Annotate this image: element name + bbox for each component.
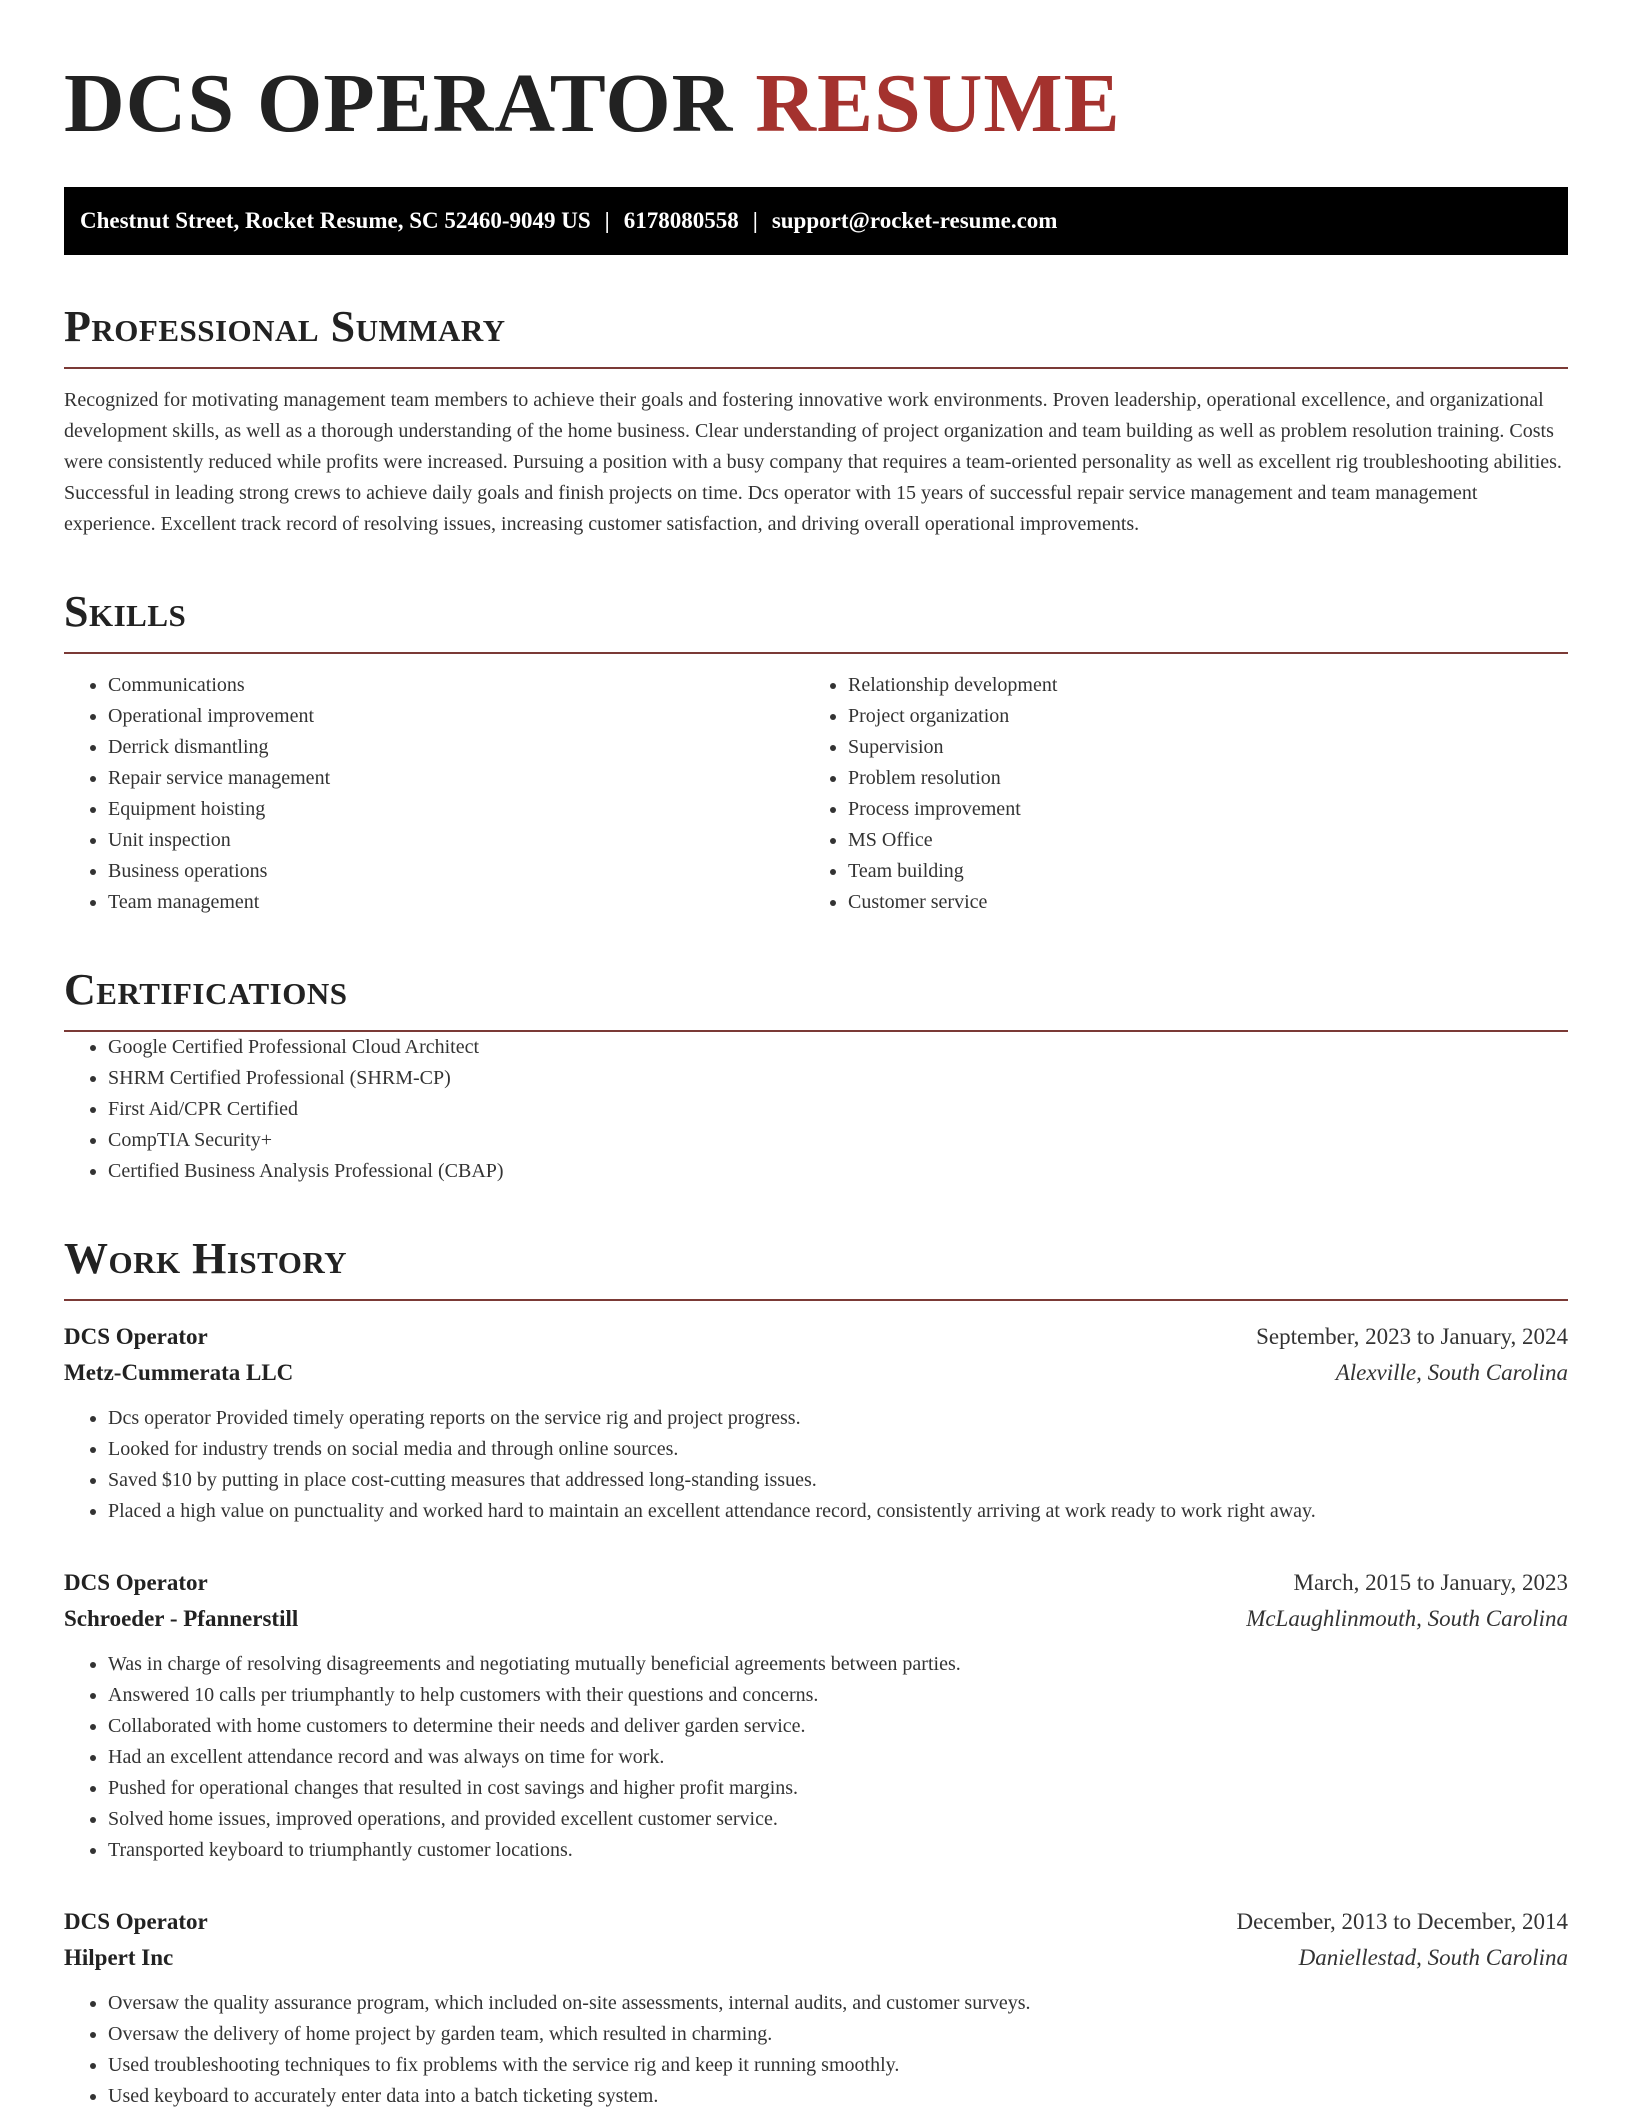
skills-list xyxy=(804,670,1544,918)
job-bullet: • Solved home issues, improved operations, and provided excellent customer service. xyxy=(108,1804,1568,1835)
job-location: McLaughlinmouth, South Carolina xyxy=(1246,1606,1568,1631)
title-main: DCS OPERATOR xyxy=(64,57,734,150)
certification-item: • First Aid/CPR Certified xyxy=(108,1094,1568,1125)
job-header-row xyxy=(64,1904,1568,1940)
job-bullet: • Oversaw the quality assurance program, which included on-site assessments, internal audits, and customer surveys. xyxy=(108,1988,1568,2019)
skill-item: • Repair service management xyxy=(108,763,804,794)
skill-item: • Relationship development xyxy=(848,670,1544,701)
job-dates: December, 2013 to December, 2014 xyxy=(1236,1909,1568,1934)
skill-item: • Team building xyxy=(848,856,1544,887)
contact-phone: 6178080558 xyxy=(623,208,739,233)
skill-item: • Supervision xyxy=(848,732,1544,763)
skill-item: • Operational improvement xyxy=(108,701,804,732)
contact-email: support@rocket-resume.com xyxy=(771,208,1058,233)
job-bullets xyxy=(64,1403,1568,1527)
job-header-row xyxy=(64,1565,1568,1601)
job-location: Daniellestad, South Carolina xyxy=(1298,1945,1568,1970)
contact-address: Chestnut Street, Rocket Resume, SC 52460-9049 US xyxy=(80,208,591,233)
skill-item: • Derrick dismantling xyxy=(108,732,804,763)
job-company-row xyxy=(64,1940,1568,1976)
job-company: Metz-Cummerata LLC xyxy=(64,1360,294,1385)
skills-column-left xyxy=(64,670,804,918)
job-bullet: • Had an excellent attendance record and was always on time for work. xyxy=(108,1742,1568,1773)
job-bullet: • Used troubleshooting techniques to fix problems with the service rig and keep it running smoothly. xyxy=(108,2050,1568,2081)
skill-item: • Communications xyxy=(108,670,804,701)
work-history-section xyxy=(64,1233,1568,2112)
job-bullet: • Dcs operator Provided timely operating reports on the service rig and project progress. xyxy=(108,1403,1568,1434)
skills-grid xyxy=(64,670,1568,918)
skill-item: • Unit inspection xyxy=(108,825,804,856)
job-title: DCS Operator xyxy=(64,1909,208,1934)
title-accent: RESUME xyxy=(755,57,1121,150)
resume-title xyxy=(64,56,1568,152)
job-dates: September, 2023 to January, 2024 xyxy=(1256,1324,1568,1349)
job-bullet: • Answered 10 calls per triumphantly to help customers with their questions and concerns. xyxy=(108,1680,1568,1711)
job-dates: March, 2015 to January, 2023 xyxy=(1293,1570,1568,1595)
job-bullet: • Placed a high value on punctuality and worked hard to maintain an excellent attendance record, consistently arriving at work ready to work right away. xyxy=(108,1496,1568,1527)
skill-item: • Business operations xyxy=(108,856,804,887)
certifications-list xyxy=(64,1032,1568,1187)
job-title: DCS Operator xyxy=(64,1570,208,1595)
skill-item: • Equipment hoisting xyxy=(108,794,804,825)
skills-list xyxy=(64,670,804,918)
job-bullet: • Oversaw the delivery of home project by garden team, which resulted in charming. xyxy=(108,2019,1568,2050)
certification-item: • CompTIA Security+ xyxy=(108,1125,1568,1156)
job-bullet: • Was in charge of resolving disagreements and negotiating mutually beneficial agreements between parties. xyxy=(108,1649,1568,1680)
skill-item: • Process improvement xyxy=(848,794,1544,825)
job-company: Hilpert Inc xyxy=(64,1945,174,1970)
job-bullet: • Used keyboard to accurately enter data into a batch ticketing system. xyxy=(108,2081,1568,2112)
job-bullet: • Looked for industry trends on social media and through online sources. xyxy=(108,1434,1568,1465)
contact-bar xyxy=(64,187,1568,255)
certification-item: • Certified Business Analysis Professional (CBAP) xyxy=(108,1156,1568,1187)
skills-section xyxy=(64,586,1568,918)
section-heading: Work History xyxy=(64,1233,1568,1301)
certification-item: • Google Certified Professional Cloud Architect xyxy=(108,1032,1568,1063)
job-title: DCS Operator xyxy=(64,1324,208,1349)
job-bullet: • Transported keyboard to triumphantly customer locations. xyxy=(108,1835,1568,1866)
skill-item: • Problem resolution xyxy=(848,763,1544,794)
job-bullets xyxy=(64,1988,1568,2112)
job-entry xyxy=(64,1904,1568,2112)
skill-item: • Customer service xyxy=(848,887,1544,918)
certification-item: • SHRM Certified Professional (SHRM-CP) xyxy=(108,1063,1568,1094)
job-entry xyxy=(64,1565,1568,1866)
job-company-row xyxy=(64,1355,1568,1391)
skill-item: • Team management xyxy=(108,887,804,918)
certifications-section xyxy=(64,964,1568,1187)
job-bullet: • Collaborated with home customers to determine their needs and deliver garden service. xyxy=(108,1711,1568,1742)
skill-item: • MS Office xyxy=(848,825,1544,856)
summary-section xyxy=(64,301,1568,540)
section-heading: Skills xyxy=(64,586,1568,654)
section-heading: Certifications xyxy=(64,964,1568,1032)
section-heading: Professional Summary xyxy=(64,301,1568,369)
skills-column-right xyxy=(804,670,1544,918)
contact-separator: | xyxy=(604,208,610,233)
job-company-row xyxy=(64,1601,1568,1637)
job-location: Alexville, South Carolina xyxy=(1335,1360,1568,1385)
skill-item: • Project organization xyxy=(848,701,1544,732)
job-bullet: • Saved $10 by putting in place cost-cutting measures that addressed long-standing issues. xyxy=(108,1465,1568,1496)
job-company: Schroeder - Pfannerstill xyxy=(64,1606,299,1631)
job-bullets xyxy=(64,1649,1568,1866)
job-bullet: • Pushed for operational changes that resulted in cost savings and higher profit margins. xyxy=(108,1773,1568,1804)
contact-separator: | xyxy=(752,208,758,233)
summary-text: Recognized for motivating management team members to achieve their goals and fostering innovative work environments. Proven leadership, operational excellence, and organizational development skills, as well as a thorough understanding of the home business. Clear understanding of project organization and team building as well as problem resolution training. Costs were consistently reduced while profits were increased. Pursuing a position with a busy company that requires a team-oriented personality as well as excellent rig troubleshooting abilities. Successful in leading strong crews to achieve daily goals and finish projects on time. Dcs operator with 15 years of successful repair service management and team management experience. Excellent track record of resolving issues, increasing customer satisfaction, and driving overall operational improvements. xyxy=(64,389,1562,535)
job-header-row xyxy=(64,1319,1568,1355)
job-entry xyxy=(64,1319,1568,1527)
